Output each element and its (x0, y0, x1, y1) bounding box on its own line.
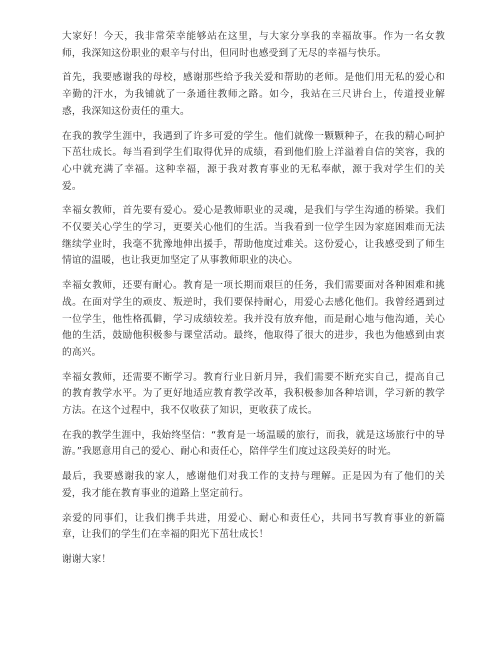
document-body (62, 29, 445, 577)
paragraph-learning: 幸福女教师，还需要不断学习。教育行业日新月异，我们需要不断充实自己，提高自己的教育教学水平。为了更好地适应教育教学改革，我积极参加各种培训，学习新的教学方法。在这个过程中，我不仅收获了知识，更收获了成长。 (62, 371, 445, 417)
paragraph-thanks: 谢谢大家！ (62, 553, 112, 565)
paragraph-patience: 幸福女教师，还要有耐心。教育是一项长期而艰巨的任务，我们需要面对各种困难和挑战。在面对学生的顽皮、叛逆时，我们要保持耐心，用爱心去感化他们。我曾经遇到过一位学生，他性格孤僻，学习成绩较差。我并没有放弃他，而是耐心地与他沟通，关心他的生活，鼓励他积极参与课堂活动。最终，他取得了很大的进步，我也为他感到由衷的高兴。 (62, 280, 445, 358)
paragraph-colleagues: 亲爱的同事们，让我们携手共进，用爱心、耐心和责任心，共同书写教育事业的新篇章，让我们的学生们在幸福的阳光下茁壮成长！ (62, 512, 445, 541)
paragraph-opening: 大家好！今天，我非常荣幸能够站在这里，与大家分享我的幸福故事。作为一名女教师，我深知这份职业的艰辛与付出，但同时也感受到了无尽的幸福与快乐。 (62, 31, 445, 59)
paragraph-family: 最后，我要感谢我的家人，感谢他们对我工作的支持与理解。正是因为有了他们的关爱，我才能在教育事业的道路上坚定前行。 (62, 471, 445, 499)
paragraph-students: 在我的教学生涯中，我遇到了许多可爱的学生。他们就像一颗颗种子，在我的精心呵护下茁壮成长。每当看到学生们取得优异的成绩，看到他们脸上洋溢着自信的笑容，我的心中就充满了幸福。这种幸福，源于我对教育事业的无私奉献，源于我对学生们的关爱。 (62, 130, 445, 192)
paragraph-love: 幸福女教师，首先要有爱心。爱心是教师职业的灵魂，是我们与学生沟通的桥梁。我们不仅要关心学生的学习，更要关心他们的生活。当我看到一位学生因为家庭困难而无法继续学业时，我毫不犹豫地伸出援手，帮助他度过难关。这份爱心，让我感受到了师生情谊的温暖，也让我更加坚定了从事教师职业的决心。 (62, 205, 445, 267)
paragraph-gratitude-school: 首先，我要感谢我的母校，感谢那些给予我关爱和帮助的老师。是他们用无私的爱心和辛勤的汗水，为我铺就了一条通往教师之路。如今，我站在三尺讲台上，传道授业解惑，我深知这份责任的重大。 (62, 72, 445, 117)
paragraph-belief: 在我的教学生涯中，我始终坚信：“教育是一场温暖的旅行，而我，就是这场旅行中的导游。”我愿意用自己的爱心、耐心和责任心，陪伴学生们度过这段美好的时光。 (62, 429, 445, 458)
